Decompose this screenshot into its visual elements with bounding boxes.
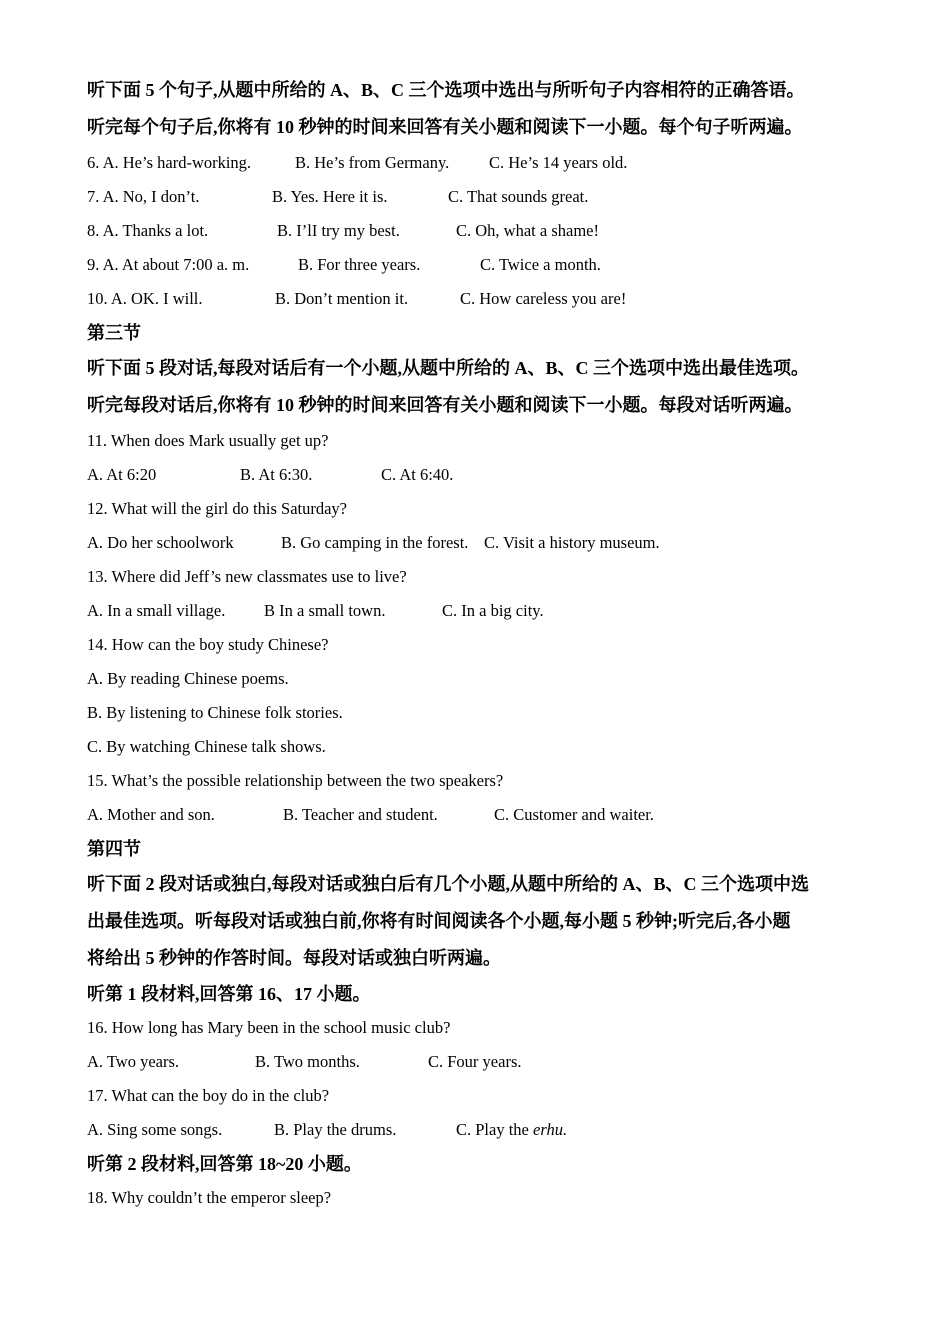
question-15-stem: 15. What’s the possible relationship between the two speakers? [87, 771, 504, 790]
question-12-stem: 12. What will the girl do this Saturday? [87, 499, 347, 518]
question-8 [87, 214, 867, 248]
q17-option-c-italic: erhu. [533, 1120, 568, 1139]
section4-instruction-line-3: 将给出 5 秒钟的作答时间。每段对话或独白听两遍。 [87, 948, 501, 968]
q8-option-a: 8. A. Thanks a lot. [87, 221, 209, 240]
question-12-options [87, 526, 867, 560]
q7-option-c: C. That sounds great. [448, 187, 589, 206]
question-16-options [87, 1045, 867, 1079]
question-17-stem: 17. What can the boy do in the club? [87, 1086, 330, 1105]
section3-instruction-line-2: 听完每段对话后,你将有 10 秒钟的时间来回答有关小题和阅读下一小题。每段对话听两遍。 [87, 395, 803, 415]
q12-option-c: C. Visit a history museum. [484, 533, 660, 552]
q14-option-b: B. By listening to Chinese folk stories. [87, 703, 343, 722]
question-17-options [87, 1113, 867, 1147]
q12-option-b: B. Go camping in the forest. [281, 533, 469, 552]
q15-option-c: C. Customer and waiter. [494, 805, 654, 824]
q7-option-a: 7. A. No, I don’t. [87, 187, 200, 206]
q9-option-b: B. For three years. [298, 255, 421, 274]
question-13-options [87, 594, 867, 628]
q13-option-b: B In a small town. [264, 601, 386, 620]
q8-option-c: C. Oh, what a shame! [456, 221, 599, 240]
q9-option-a: 9. A. At about 7:00 a. m. [87, 255, 250, 274]
q17-option-a: A. Sing some songs. [87, 1120, 223, 1139]
q17-option-c-prefix: C. Play the [456, 1120, 529, 1139]
q7-option-b: B. Yes. Here it is. [272, 187, 388, 206]
q9-option-c: C. Twice a month. [480, 255, 601, 274]
question-16-stem: 16. How long has Mary been in the school music club? [87, 1018, 451, 1037]
question-7 [87, 180, 867, 214]
section3-title: 第三节 [87, 323, 141, 343]
q16-option-a: A. Two years. [87, 1052, 180, 1071]
exam-page [87, 72, 867, 1215]
question-15-options [87, 798, 867, 832]
question-18-stem: 18. Why couldn’t the emperor sleep? [87, 1188, 332, 1207]
q6-option-a: 6. A. He’s hard-working. [87, 153, 252, 172]
section3-instruction-line-1: 听下面 5 段对话,每段对话后有一个小题,从题中所给的 A、B、C 三个选项中选出最佳选项。 [87, 358, 810, 378]
q10-option-b: B. Don’t mention it. [275, 289, 409, 308]
q11-option-a: A. At 6:20 [87, 465, 157, 484]
q12-option-a: A. Do her schoolwork [87, 533, 234, 552]
section2-instruction-line-2: 听完每个句子后,你将有 10 秒钟的时间来回答有关小题和阅读下一小题。每个句子听两遍。 [87, 117, 803, 137]
section4-title: 第四节 [87, 839, 141, 859]
question-11-stem: 11. When does Mark usually get up? [87, 431, 329, 450]
q17-option-b: B. Play the drums. [274, 1120, 397, 1139]
question-6 [87, 146, 867, 180]
section2-instruction-line-1: 听下面 5 个句子,从题中所给的 A、B、C 三个选项中选出与所听句子内容相符的正确答语。 [87, 80, 805, 100]
q8-option-b: B. I’lI try my best. [277, 221, 400, 240]
q10-option-c: C. How careless you are! [460, 289, 627, 308]
q14-option-c: C. By watching Chinese talk shows. [87, 737, 326, 756]
q6-option-b: B. He’s from Germany. [295, 153, 450, 172]
question-11-options [87, 458, 867, 492]
q14-option-a: A. By reading Chinese poems. [87, 669, 289, 688]
q11-option-c: C. At 6:40. [381, 465, 454, 484]
q17-option-c [456, 1113, 567, 1147]
question-10 [87, 282, 867, 316]
passage-1-heading: 听第 1 段材料,回答第 16、17 小题。 [87, 984, 371, 1004]
q16-option-c: C. Four years. [428, 1052, 522, 1071]
q13-option-c: C. In a big city. [442, 601, 544, 620]
q15-option-b: B. Teacher and student. [283, 805, 438, 824]
q15-option-a: A. Mother and son. [87, 805, 215, 824]
q10-option-a: 10. A. OK. I will. [87, 289, 203, 308]
question-13-stem: 13. Where did Jeff’s new classmates use to live? [87, 567, 407, 586]
passage-2-heading: 听第 2 段材料,回答第 18~20 小题。 [87, 1154, 362, 1174]
q13-option-a: A. In a small village. [87, 601, 226, 620]
q6-option-c: C. He’s 14 years old. [489, 153, 628, 172]
question-9 [87, 248, 867, 282]
q16-option-b: B. Two months. [255, 1052, 360, 1071]
section4-instruction-line-1: 听下面 2 段对话或独白,每段对话或独白后有几个小题,从题中所给的 A、B、C 三个选项中选 [87, 874, 809, 894]
q11-option-b: B. At 6:30. [240, 465, 313, 484]
question-14-stem: 14. How can the boy study Chinese? [87, 635, 329, 654]
section4-instruction-line-2: 出最佳选项。听每段对话或独白前,你将有时间阅读各个小题,每小题 5 秒钟;听完后,各小题 [87, 911, 791, 931]
